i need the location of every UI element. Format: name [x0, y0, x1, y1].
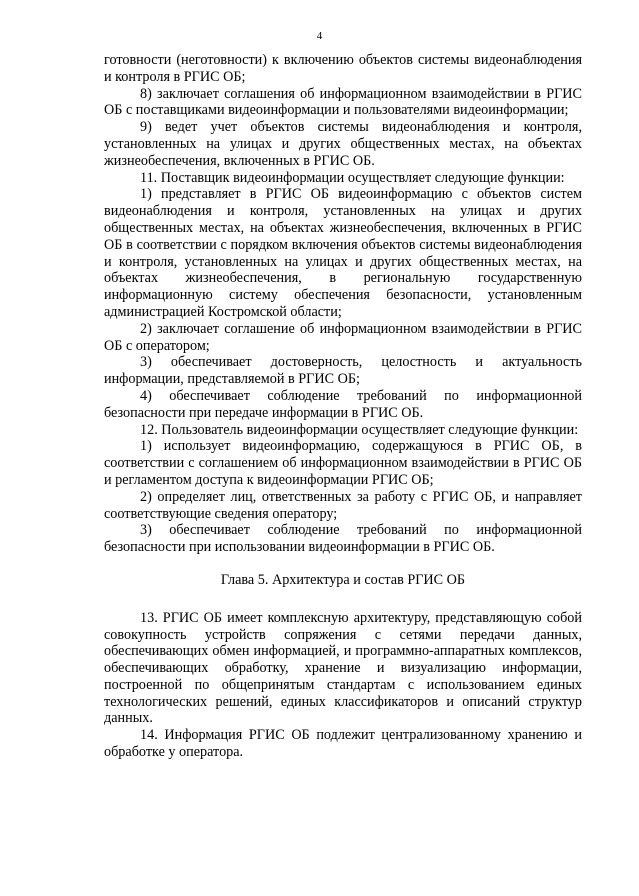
paragraph: 13. РГИС ОБ имеет комплексную архитектуру, представляющую собой совокупность устройств сопряжения с сетями передачи данных, обеспечивающих обмен информацией, и программно-аппаратных комплексов, обеспечивающих обработку, хранение и визуализацию информации, построенной по общепринятым стандартам с использованием единых технологических решений, единых классификаторов и описаний структур данных. — [104, 609, 582, 727]
paragraph: 1) использует видеоинформацию, содержащуюся в РГИС ОБ, в соответствии с соглашением об информационном взаимодействии в РГИС ОБ и регламентом доступа к видеоинформации РГИС ОБ; — [104, 438, 582, 488]
paragraph: 12. Пользователь видеоинформации осуществляет следующие функции: — [140, 421, 579, 438]
chapter-heading: Глава 5. Архитектура и состав РГИС ОБ — [220, 571, 466, 588]
document-body — [104, 52, 582, 761]
paragraph: 11. Поставщик видеоинформации осуществляет следующие функции: — [140, 169, 565, 186]
paragraph: 3) обеспечивает достоверность, целостность и актуальность информации, представляемой в РГИС ОБ; — [104, 354, 582, 388]
paragraph: 8) заключает соглашения об информационном взаимодействии в РГИС ОБ с поставщиками видеоинформации и пользователями видеоинформации; — [104, 85, 582, 119]
paragraph: 2) определяет лиц, ответственных за работу с РГИС ОБ, и направляет соответствующие сведения оператору; — [104, 488, 582, 522]
paragraph: 1) представляет в РГИС ОБ видеоинформацию с объектов систем видеонаблюдения и контроля, установленных на улицах и других общественных местах, на объектах жизнеобеспечения, включенных в РГИС ОБ в соответствии с порядком включения объектов системы видеонаблюдения и контроля, установленных на улицах и других общественных местах, на объектах жизнеобеспечения, в региональную государственную информационную систему обеспечения безопасности, установленным администрацией Костромской области; — [104, 186, 582, 320]
page-number: 4 — [316, 30, 323, 42]
paragraph: 2) заключает соглашение об информационном взаимодействии в РГИС ОБ с оператором; — [104, 320, 582, 354]
paragraph: готовности (неготовности) к включению объектов системы видеонаблюдения и контроля в РГИС ОБ; — [104, 52, 582, 85]
paragraph: 3) обеспечивает соблюдение требований по информационной безопасности при использовании видеоинформации в РГИС ОБ. — [104, 522, 582, 556]
paragraph: 14. Информация РГИС ОБ подлежит централизованному хранению и обработке у оператора. — [104, 727, 582, 761]
paragraph: 4) обеспечивает соблюдение требований по информационной безопасности при передаче информации в РГИС ОБ. — [104, 387, 582, 421]
paragraph: 9) ведет учет объектов системы видеонаблюдения и контроля, установленных на улицах и других общественных местах, на объектах жизнеобеспечения, включенных в РГИС ОБ. — [104, 119, 582, 169]
